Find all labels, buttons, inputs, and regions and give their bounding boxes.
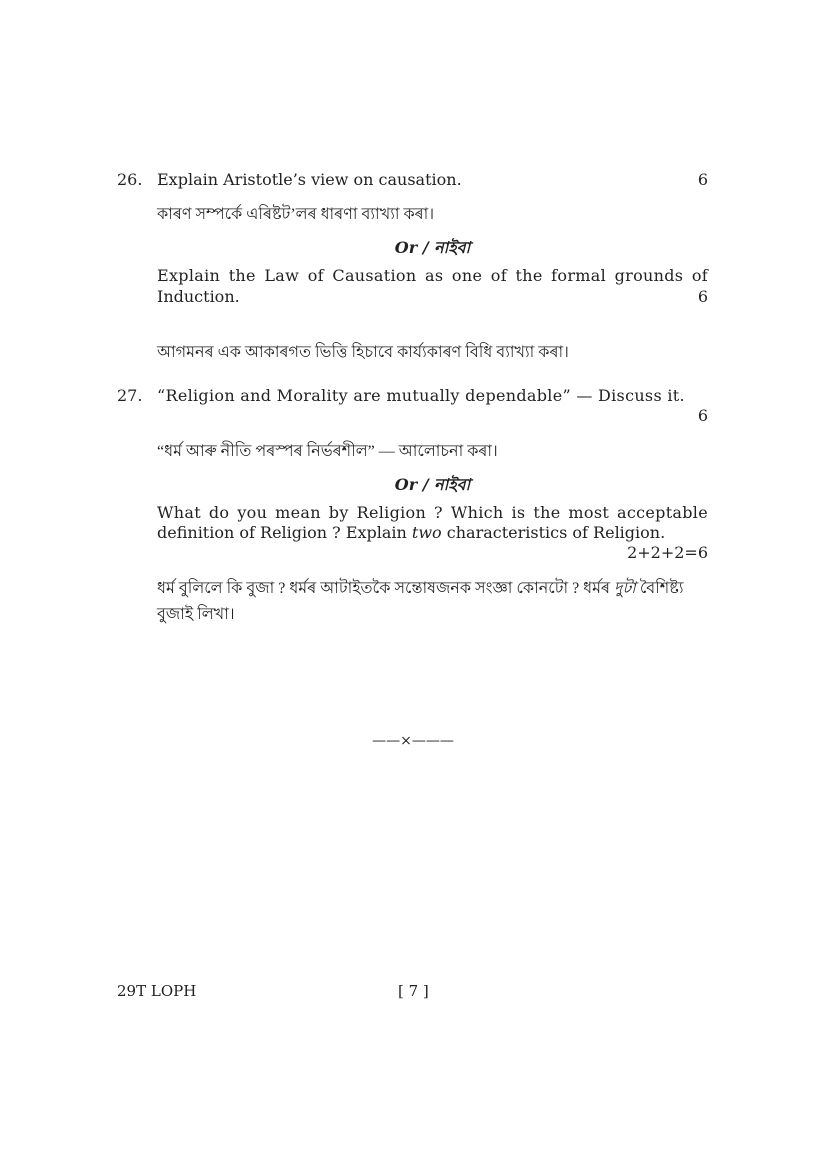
alt-question-text-2: Induction. — [157, 287, 240, 306]
question-marks: 6 — [697, 170, 708, 189]
alt-question-assamese: আগমনৰ এক আকাৰগত ভিত্তি হিচাবে কাৰ্য্যকাৰণ বিধি ব্যাখ্যা কৰা। — [157, 344, 569, 361]
alt-question-text: Explain the Law of Causation as one of the formal grounds of — [157, 266, 708, 285]
or-label: Or / নাইবা — [394, 238, 471, 257]
question-number: 26. — [117, 170, 143, 189]
question-text: Explain Aristotle’s view on causation. — [157, 170, 462, 189]
alt-question-assamese-2: বুজাই লিখা। — [157, 606, 235, 623]
footer-code: 29T LOPH — [117, 982, 197, 1000]
alt-question-text: What do you mean by Religion ? Which is the most acceptable — [157, 503, 708, 522]
text-italic: দুটা — [614, 580, 636, 597]
end-mark: ——×——— — [372, 733, 454, 749]
text-italic: two — [411, 523, 442, 542]
text: characteristics of Religion. — [441, 523, 666, 542]
alt-question-assamese — [157, 575, 708, 602]
question-text-assamese: “ধৰ্ম আৰু নীতি পৰস্পৰ নিৰ্ভৰশীল” — আলোচনা কৰা। — [157, 443, 498, 460]
question-text-assamese: কাৰণ সম্পৰ্কে এৰিষ্টট’লৰ ধাৰণা ব্যাখ্যা কৰা। — [157, 206, 435, 223]
alt-question-marks: 6 — [697, 287, 708, 306]
question-marks: 6 — [697, 406, 708, 425]
question-text: “Religion and Morality are mutually dependable” — Discuss it. — [157, 386, 685, 405]
alt-question-text-2 — [157, 523, 708, 542]
text: definition of Religion ? Explain — [157, 523, 412, 542]
page-number: [ 7 ] — [398, 982, 429, 1000]
question-number: 27. — [117, 386, 143, 405]
text: বৈশিষ্ট্য — [635, 580, 684, 597]
or-label: Or / নাইবা — [394, 475, 471, 494]
text: ধৰ্ম বুলিলে কি বুজা ? ধৰ্মৰ আটাইতকৈ সন্তোষজনক সংজ্ঞা কোনটো ? ধৰ্মৰ — [157, 580, 615, 597]
alt-question-marks: 2+2+2=6 — [627, 543, 708, 562]
